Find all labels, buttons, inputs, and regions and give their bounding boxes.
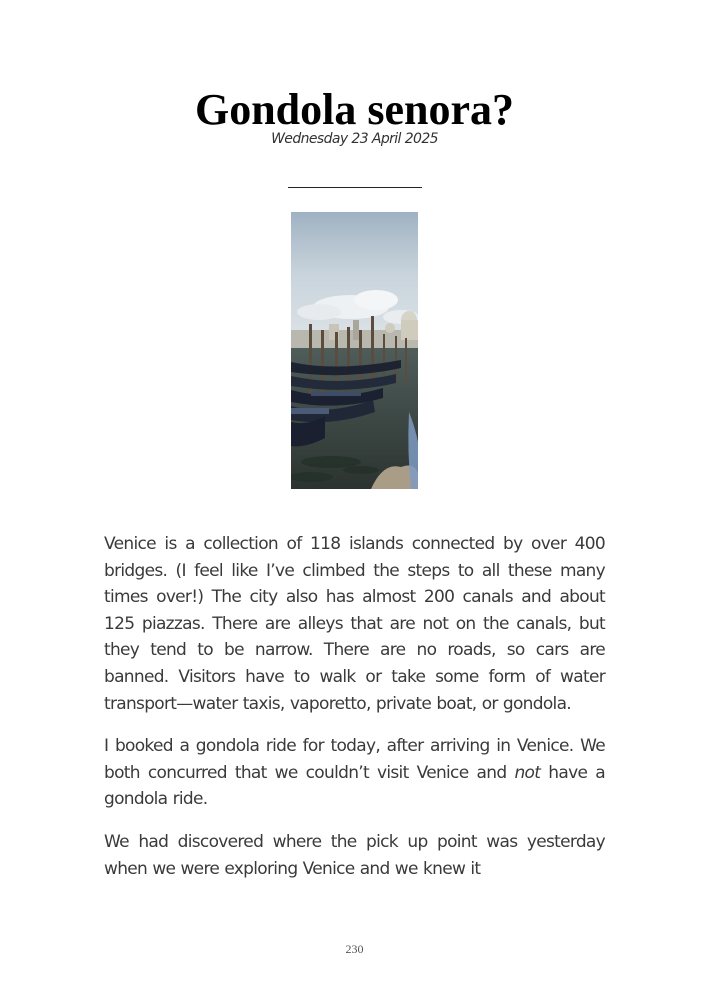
paragraph-1: Venice is a collection of 118 islands connected by over 400 bridges. (I feel like I’ve climbed the steps to all these many times over!) The city also has almost 200 canals and about 125 piazzas. There are alleys that are not on the canals, but they tend to be narrow. There are no roads, so cars are banned. Visitors have to walk or take some form of water transport—water taxis, vaporetto, private boat, or gondola. [104, 534, 605, 714]
page-title: Gondola senora? [194, 85, 515, 134]
gondola-photo [291, 212, 418, 489]
entry-date: Wednesday 23 April 2025 [271, 131, 438, 147]
article-body [104, 531, 605, 898]
paragraph-3: We had discovered where the pick up point was yesterday when we were exploring Venice and we knew it [104, 831, 605, 879]
paragraph-2-text-end: have a gondola ride. [104, 762, 605, 810]
emphasis-not: not [514, 762, 541, 783]
paragraph-2 [104, 733, 605, 813]
paragraph-2-text-start: I booked a gondola ride for today, after arriving in Venice. We both concurred that we couldn’t visit Venice and [104, 736, 605, 783]
page-number: 230 [345, 942, 364, 956]
title-divider [288, 187, 422, 188]
